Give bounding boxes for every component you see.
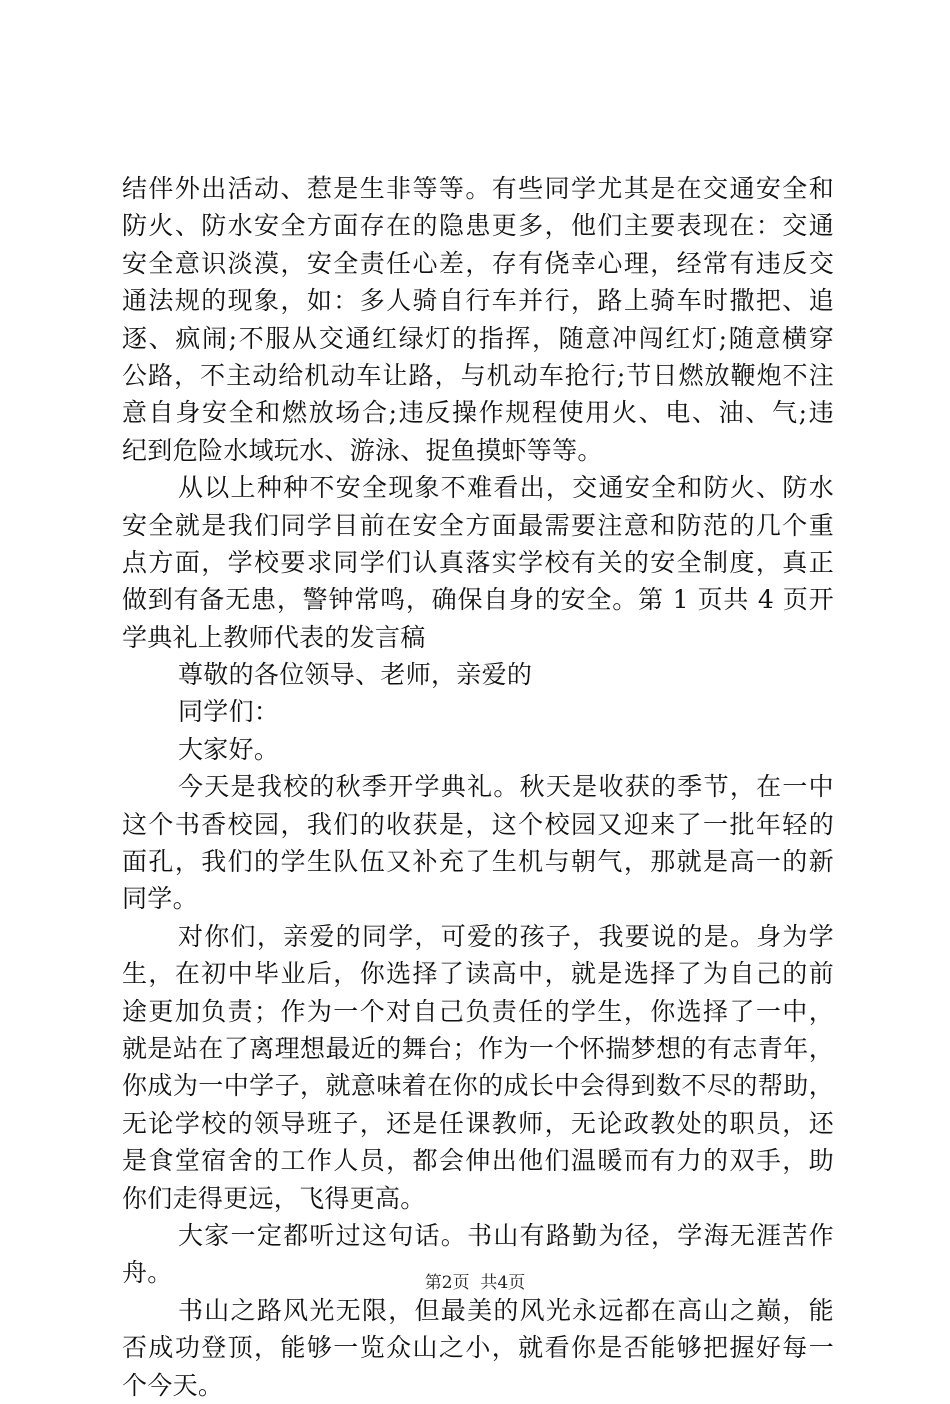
text-line: 防火、防水安全方面存在的隐患更多，他们主要表现在：交通 <box>122 211 834 241</box>
text-line: 同学们： <box>178 697 280 727</box>
text-line: 否成功登顶，能够一览众山之小，就看你是否能够把握好每一 <box>122 1333 834 1363</box>
page-footer <box>0 1272 950 1294</box>
text-line: 今天是我校的秋季开学典礼。秋天是收获的季节，在一中 <box>178 772 834 802</box>
text-line: 无论学校的领导班子，还是任课教师，无论政教处的职员，还 <box>122 1108 834 1138</box>
text-line: 就是站在了离理想最近的舞台；作为一个怀揣梦想的有志青年， <box>122 1033 834 1063</box>
text-line: 对你们，亲爱的同学，可爱的孩子，我要说的是。身为学 <box>178 921 834 951</box>
text-line: 结伴外出活动、惹是生非等等。有些同学尤其是在交通安全和 <box>122 174 834 203</box>
text-line: 书山之路风光无限，但最美的风光永远都在高山之巅，能 <box>178 1295 834 1325</box>
text-line: 逐、疯闹;不服从交通红绿灯的指挥，随意冲闯红灯;随意横穿 <box>122 323 834 353</box>
text-line: 大家好。 <box>178 734 280 764</box>
text-line: 你们走得更远，飞得更高。 <box>122 1183 426 1213</box>
text-line: 大家一定都听过这句话。书山有路勤为径，学海无涯苦作 <box>178 1220 834 1250</box>
text-line: 生，在初中毕业后，你选择了读高中，就是选择了为自己的前 <box>122 959 834 989</box>
page-number-label: 第2页 共4页 <box>424 1273 526 1293</box>
text-line: 点方面，学校要求同学们认真落实学校有关的安全制度，真正 <box>122 547 834 577</box>
text-line: 安全意识淡漠，安全责任心差，存有侥幸心理，经常有违反交 <box>122 248 834 278</box>
text-line: 从以上种种不安全现象不难看出，交通安全和防火、防水 <box>178 473 834 503</box>
document-body <box>122 170 834 1404</box>
text-line: 你成为一中学子，就意味着在你的成长中会得到数不尽的帮助， <box>122 1071 834 1101</box>
text-line: 做到有备无患，警钟常鸣，确保自身的安全。第 1 页共 4 页开 <box>122 585 834 615</box>
text-line: 这个书香校园，我们的收获是，这个校园又迎来了一批年轻的 <box>122 809 834 839</box>
text-line: 途更加负责；作为一个对自己负责任的学生，你选择了一中， <box>122 996 834 1026</box>
text-line: 面孔，我们的学生队伍又补充了生机与朝气，那就是高一的新 <box>122 847 834 877</box>
text-line: 学典礼上教师代表的发言稿 <box>122 622 426 652</box>
text-line: 意自身安全和燃放场合;违反操作规程使用火、电、油、气;违 <box>122 398 834 428</box>
text-line: 安全就是我们同学目前在安全方面最需要注意和防范的几个重 <box>122 510 834 540</box>
text-line: 纪到危险水域玩水、游泳、捉鱼摸虾等等。 <box>122 435 603 465</box>
text-line: 舟。 <box>122 1258 173 1288</box>
text-line: 个今天。 <box>122 1370 224 1400</box>
text-line: 通法规的现象，如：多人骑自行车并行，路上骑车时撒把、追 <box>122 286 834 316</box>
text-line: 同学。 <box>122 884 198 914</box>
text-line: 公路，不主动给机动车让路，与机动车抢行;节日燃放鞭炮不注 <box>122 360 834 390</box>
text-line: 是食堂宿舍的工作人员，都会伸出他们温暖而有力的双手，助 <box>122 1146 834 1176</box>
text-line: 尊敬的各位领导、老师，亲爱的 <box>178 660 533 690</box>
